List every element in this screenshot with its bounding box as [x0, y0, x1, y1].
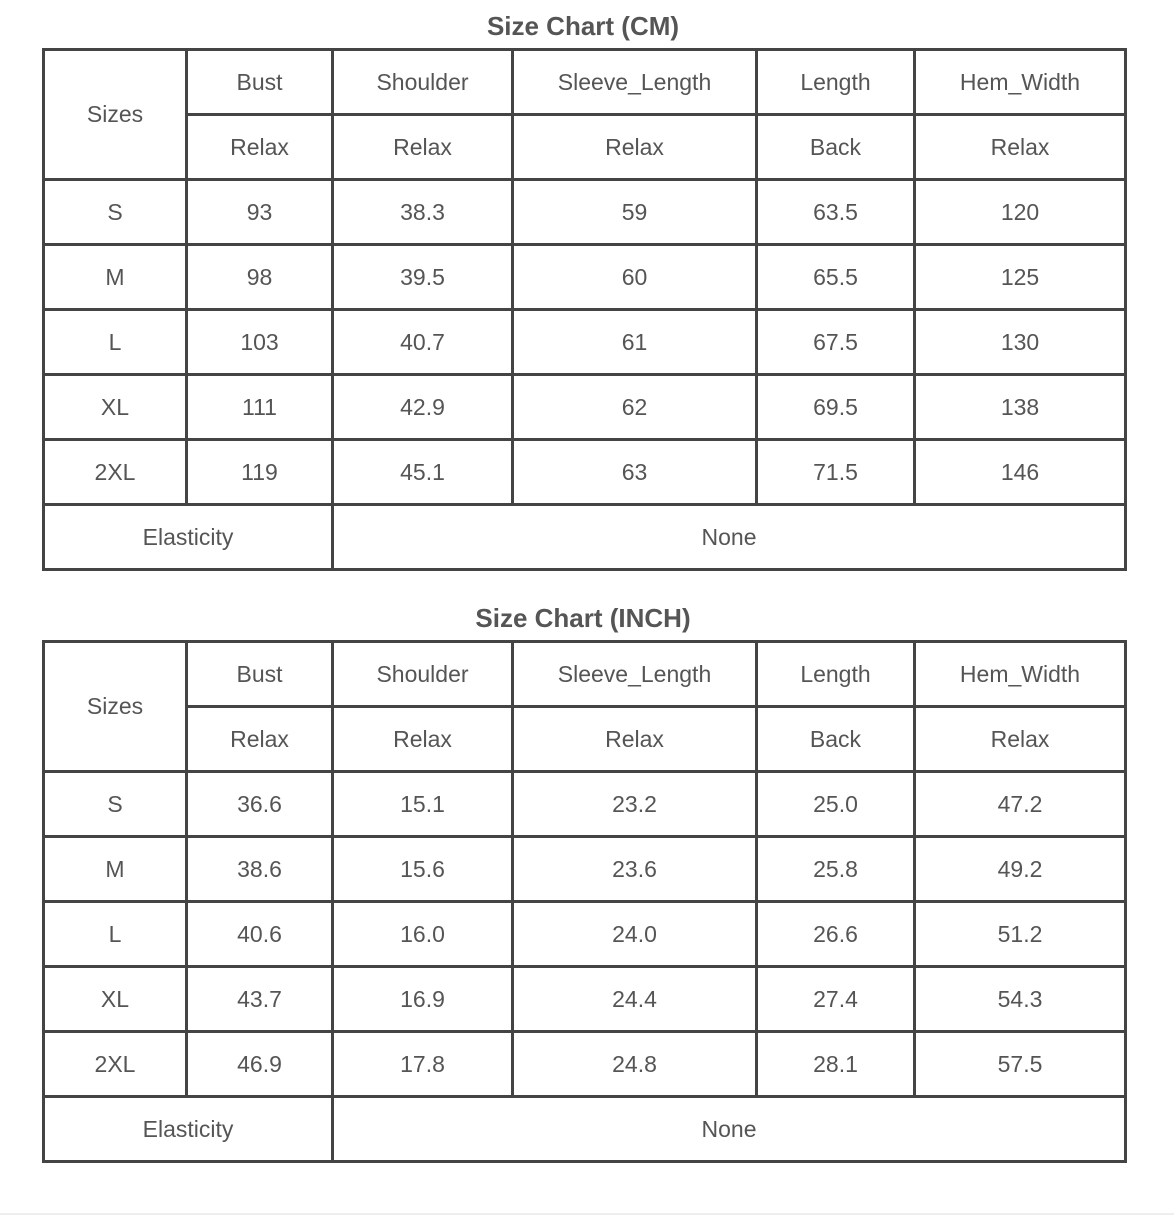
column-header-shoulder: Shoulder: [333, 50, 513, 115]
column-header-bust: Bust: [187, 50, 333, 115]
table-cell: 47.2: [915, 772, 1126, 837]
inch-size-table: [42, 640, 1127, 1163]
size-label: L: [44, 310, 187, 375]
size-label: 2XL: [44, 1032, 187, 1097]
size-label: S: [44, 772, 187, 837]
table-cell: 27.4: [757, 967, 915, 1032]
cm-size-table: [42, 48, 1127, 571]
elasticity-label: Elasticity: [44, 1097, 333, 1162]
table-header-row: [44, 642, 1126, 707]
table-cell: 38.3: [333, 180, 513, 245]
column-subheader: Back: [757, 707, 915, 772]
sizes-header: Sizes: [44, 642, 187, 772]
table-row: [44, 772, 1126, 837]
column-header-length: Length: [757, 642, 915, 707]
table-cell: 130: [915, 310, 1126, 375]
column-subheader: Back: [757, 115, 915, 180]
column-subheader: Relax: [333, 707, 513, 772]
table-row: [44, 902, 1126, 967]
table-cell: 146: [915, 440, 1126, 505]
table-cell: 36.6: [187, 772, 333, 837]
table-cell: 25.0: [757, 772, 915, 837]
table-cell: 17.8: [333, 1032, 513, 1097]
table-row: [44, 310, 1126, 375]
table-cell: 61: [513, 310, 757, 375]
size-label: XL: [44, 375, 187, 440]
inch-chart-title: Size Chart (INCH): [475, 603, 691, 633]
table-cell: 46.9: [187, 1032, 333, 1097]
table-cell: 23.2: [513, 772, 757, 837]
elasticity-value: None: [333, 505, 1126, 570]
table-row: [44, 1032, 1126, 1097]
table-row: [44, 180, 1126, 245]
elasticity-row: [44, 1097, 1126, 1162]
column-subheader: Relax: [513, 115, 757, 180]
table-cell: 62: [513, 375, 757, 440]
table-cell: 65.5: [757, 245, 915, 310]
elasticity-row: [44, 505, 1126, 570]
column-header-length: Length: [757, 50, 915, 115]
table-cell: 63.5: [757, 180, 915, 245]
column-subheader: Relax: [915, 115, 1126, 180]
table-cell: 60: [513, 245, 757, 310]
table-cell: 98: [187, 245, 333, 310]
table-cell: 28.1: [757, 1032, 915, 1097]
cm-chart-title: Size Chart (CM): [486, 11, 680, 41]
table-cell: 54.3: [915, 967, 1126, 1032]
table-cell: 43.7: [187, 967, 333, 1032]
size-label: XL: [44, 967, 187, 1032]
table-cell: 24.4: [513, 967, 757, 1032]
table-subheader-row: [44, 707, 1126, 772]
size-label: 2XL: [44, 440, 187, 505]
table-row: [44, 440, 1126, 505]
bottom-divider: [0, 1213, 1174, 1215]
column-subheader: Relax: [513, 707, 757, 772]
elasticity-label: Elasticity: [44, 505, 333, 570]
table-cell: 49.2: [915, 837, 1126, 902]
table-cell: 24.0: [513, 902, 757, 967]
table-cell: 40.7: [333, 310, 513, 375]
column-subheader: Relax: [187, 115, 333, 180]
table-cell: 138: [915, 375, 1126, 440]
table-row: [44, 375, 1126, 440]
size-label: M: [44, 837, 187, 902]
table-cell: 93: [187, 180, 333, 245]
table-row: [44, 245, 1126, 310]
table-cell: 103: [187, 310, 333, 375]
column-subheader: Relax: [187, 707, 333, 772]
table-cell: 26.6: [757, 902, 915, 967]
column-header-sleeve-length: Sleeve_Length: [513, 642, 757, 707]
table-subheader-row: [44, 115, 1126, 180]
column-header-hem-width: Hem_Width: [915, 50, 1126, 115]
table-cell: 125: [915, 245, 1126, 310]
table-cell: 24.8: [513, 1032, 757, 1097]
elasticity-value: None: [333, 1097, 1126, 1162]
table-row: [44, 837, 1126, 902]
table-cell: 25.8: [757, 837, 915, 902]
table-cell: 111: [187, 375, 333, 440]
table-cell: 63: [513, 440, 757, 505]
table-cell: 71.5: [757, 440, 915, 505]
column-header-hem-width: Hem_Width: [915, 642, 1126, 707]
table-cell: 69.5: [757, 375, 915, 440]
column-header-shoulder: Shoulder: [333, 642, 513, 707]
sizes-header: Sizes: [44, 50, 187, 180]
table-cell: 120: [915, 180, 1126, 245]
table-cell: 16.0: [333, 902, 513, 967]
table-cell: 45.1: [333, 440, 513, 505]
table-cell: 39.5: [333, 245, 513, 310]
size-label: S: [44, 180, 187, 245]
table-cell: 119: [187, 440, 333, 505]
size-label: M: [44, 245, 187, 310]
column-subheader: Relax: [333, 115, 513, 180]
table-cell: 15.1: [333, 772, 513, 837]
table-header-row: [44, 50, 1126, 115]
table-row: [44, 967, 1126, 1032]
table-cell: 40.6: [187, 902, 333, 967]
table-cell: 38.6: [187, 837, 333, 902]
table-cell: 51.2: [915, 902, 1126, 967]
size-label: L: [44, 902, 187, 967]
column-header-sleeve-length: Sleeve_Length: [513, 50, 757, 115]
column-header-bust: Bust: [187, 642, 333, 707]
table-cell: 59: [513, 180, 757, 245]
table-cell: 23.6: [513, 837, 757, 902]
table-cell: 16.9: [333, 967, 513, 1032]
table-cell: 57.5: [915, 1032, 1126, 1097]
column-subheader: Relax: [915, 707, 1126, 772]
table-cell: 67.5: [757, 310, 915, 375]
table-cell: 42.9: [333, 375, 513, 440]
table-cell: 15.6: [333, 837, 513, 902]
